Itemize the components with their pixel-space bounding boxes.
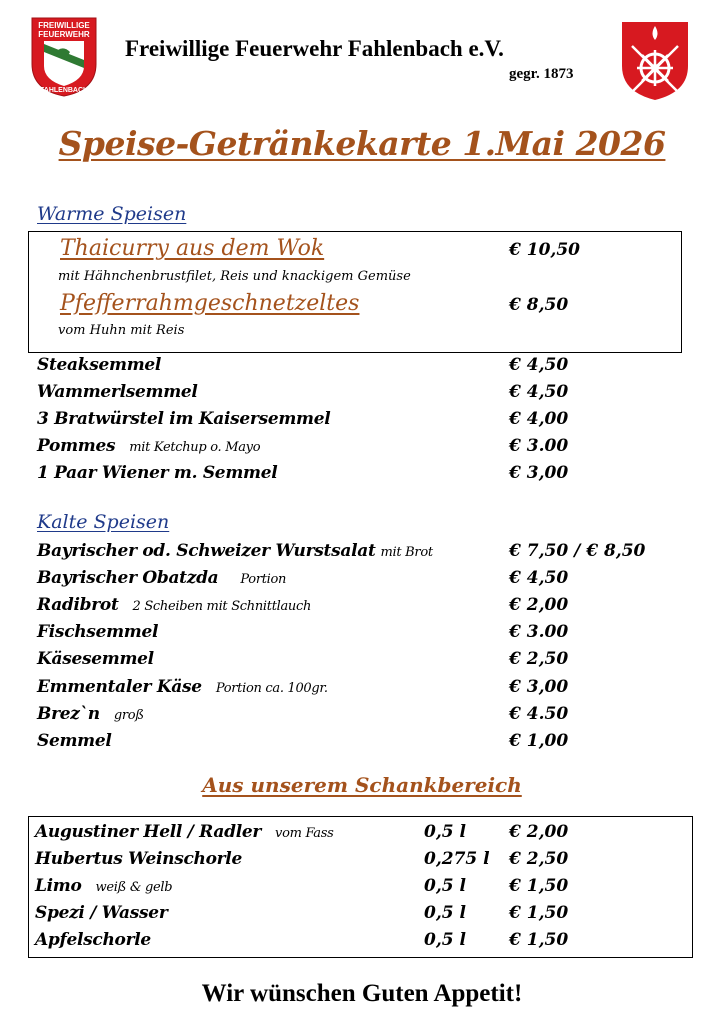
menu-item-name: Steaksemmel	[37, 355, 162, 375]
menu-item-price: € 4,50	[509, 568, 569, 588]
featured-dish-price: € 10,50	[509, 240, 580, 260]
menu-item-name: Bayrischer Obatzda	[37, 568, 219, 588]
drink-item-note: weiß & gelb	[95, 880, 173, 895]
drink-item-name: Spezi / Wasser	[35, 903, 168, 923]
section-heading-drinks: Aus unserem Schankbereich	[202, 773, 522, 797]
menu-item-name: 1 Paar Wiener m. Semmel	[37, 463, 278, 483]
drink-item-price: € 1,50	[509, 930, 569, 950]
menu-item-price: € 3.00	[509, 622, 569, 642]
featured-dish-price: € 8,50	[509, 295, 569, 315]
footer-message: Wir wünschen Guten Appetit!	[201, 980, 523, 1007]
drink-item-qty: 0,275 l	[424, 849, 490, 869]
menu-item-name: Käsesemmel	[37, 649, 154, 669]
menu-item-name: Bayrischer od. Schweizer Wurstsalat	[37, 541, 376, 561]
menu-item	[37, 541, 433, 561]
menu-item	[37, 704, 144, 724]
menu-item-price: € 2,50	[509, 649, 569, 669]
menu-item	[37, 677, 328, 697]
drink-item	[35, 822, 334, 842]
menu-item-price: € 3,00	[509, 677, 569, 697]
header-title: Freiwillige Feuerwehr Fahlenbach e.V.	[125, 36, 504, 61]
drink-item-qty: 0,5 l	[424, 876, 466, 896]
menu-item-name: Brez`n	[37, 704, 100, 724]
menu-item-note: groß	[113, 708, 144, 723]
menu-item-note: Portion ca. 100gr.	[215, 681, 328, 696]
drink-item-qty: 0,5 l	[424, 930, 466, 950]
menu-item-price: € 4,50	[509, 382, 569, 402]
drink-item-name: Apfelschorle	[35, 930, 151, 950]
menu-item-note: mit Brot	[380, 545, 433, 560]
menu-item-price: € 3,00	[509, 463, 569, 483]
menu-item-price: € 7,50 / € 8,50	[509, 541, 646, 561]
menu-item-price: € 2,00	[509, 595, 569, 615]
menu-item-note: 2 Scheiben mit Schnittlauch	[132, 599, 312, 614]
svg-text:FAHLENBACH: FAHLENBACH	[39, 87, 89, 94]
menu-item-price: € 1,00	[509, 731, 569, 751]
menu-item-price: € 4.50	[509, 704, 569, 724]
menu-item-price: € 4,50	[509, 355, 569, 375]
section-heading-cold: Kalte Speisen	[37, 511, 170, 533]
fire-brigade-logo-left	[30, 16, 98, 98]
drink-item-name: Hubertus Weinschorle	[35, 849, 242, 869]
drink-item-name: Augustiner Hell / Radler	[35, 822, 262, 842]
menu-item-price: € 4,00	[509, 409, 569, 429]
featured-dish-desc: vom Huhn mit Reis	[58, 323, 185, 338]
drink-item	[35, 876, 172, 896]
drink-item-qty: 0,5 l	[424, 822, 466, 842]
drink-item-qty: 0,5 l	[424, 903, 466, 923]
featured-dish-name: Thaicurry aus dem Wok	[60, 236, 325, 261]
page-title: Speise-Getränkekarte 1.Mai 2026	[58, 124, 666, 163]
menu-item-note: Portion	[240, 572, 287, 587]
drink-item-note: vom Fass	[275, 826, 334, 841]
featured-dish-desc: mit Hähnchenbrustfilet, Reis und knackigem Gemüse	[58, 269, 411, 284]
menu-item-name: Semmel	[37, 731, 112, 751]
section-heading-warm: Warme Speisen	[37, 203, 187, 225]
fire-wheel-emblem-icon	[620, 20, 690, 102]
menu-item-note: mit Ketchup o. Mayo	[129, 440, 261, 455]
menu-item	[37, 568, 286, 588]
drink-item-price: € 2,00	[509, 822, 569, 842]
menu-item-name: Pommes	[37, 436, 116, 456]
featured-dish-name: Pfefferrahmgeschnetzeltes	[60, 291, 360, 316]
drink-item-price: € 1,50	[509, 903, 569, 923]
drink-item-name: Limo	[35, 876, 82, 896]
menu-item	[37, 436, 260, 456]
drink-item-price: € 2,50	[509, 849, 569, 869]
menu-item-name: Fischsemmel	[37, 622, 159, 642]
drink-item-price: € 1,50	[509, 876, 569, 896]
menu-item-name: Wammerlsemmel	[37, 382, 198, 402]
svg-text:FREIWILLIGE: FREIWILLIGE	[38, 21, 90, 30]
menu-item	[37, 595, 311, 615]
menu-item-name: 3 Bratwürstel im Kaisersemmel	[37, 409, 331, 429]
founded-year: gegr. 1873	[509, 66, 574, 82]
svg-text:FEUERWEHR: FEUERWEHR	[38, 30, 90, 39]
menu-item-name: Radibrot	[37, 595, 119, 615]
menu-item-name: Emmentaler Käse	[37, 677, 202, 697]
menu-item-price: € 3.00	[509, 436, 569, 456]
